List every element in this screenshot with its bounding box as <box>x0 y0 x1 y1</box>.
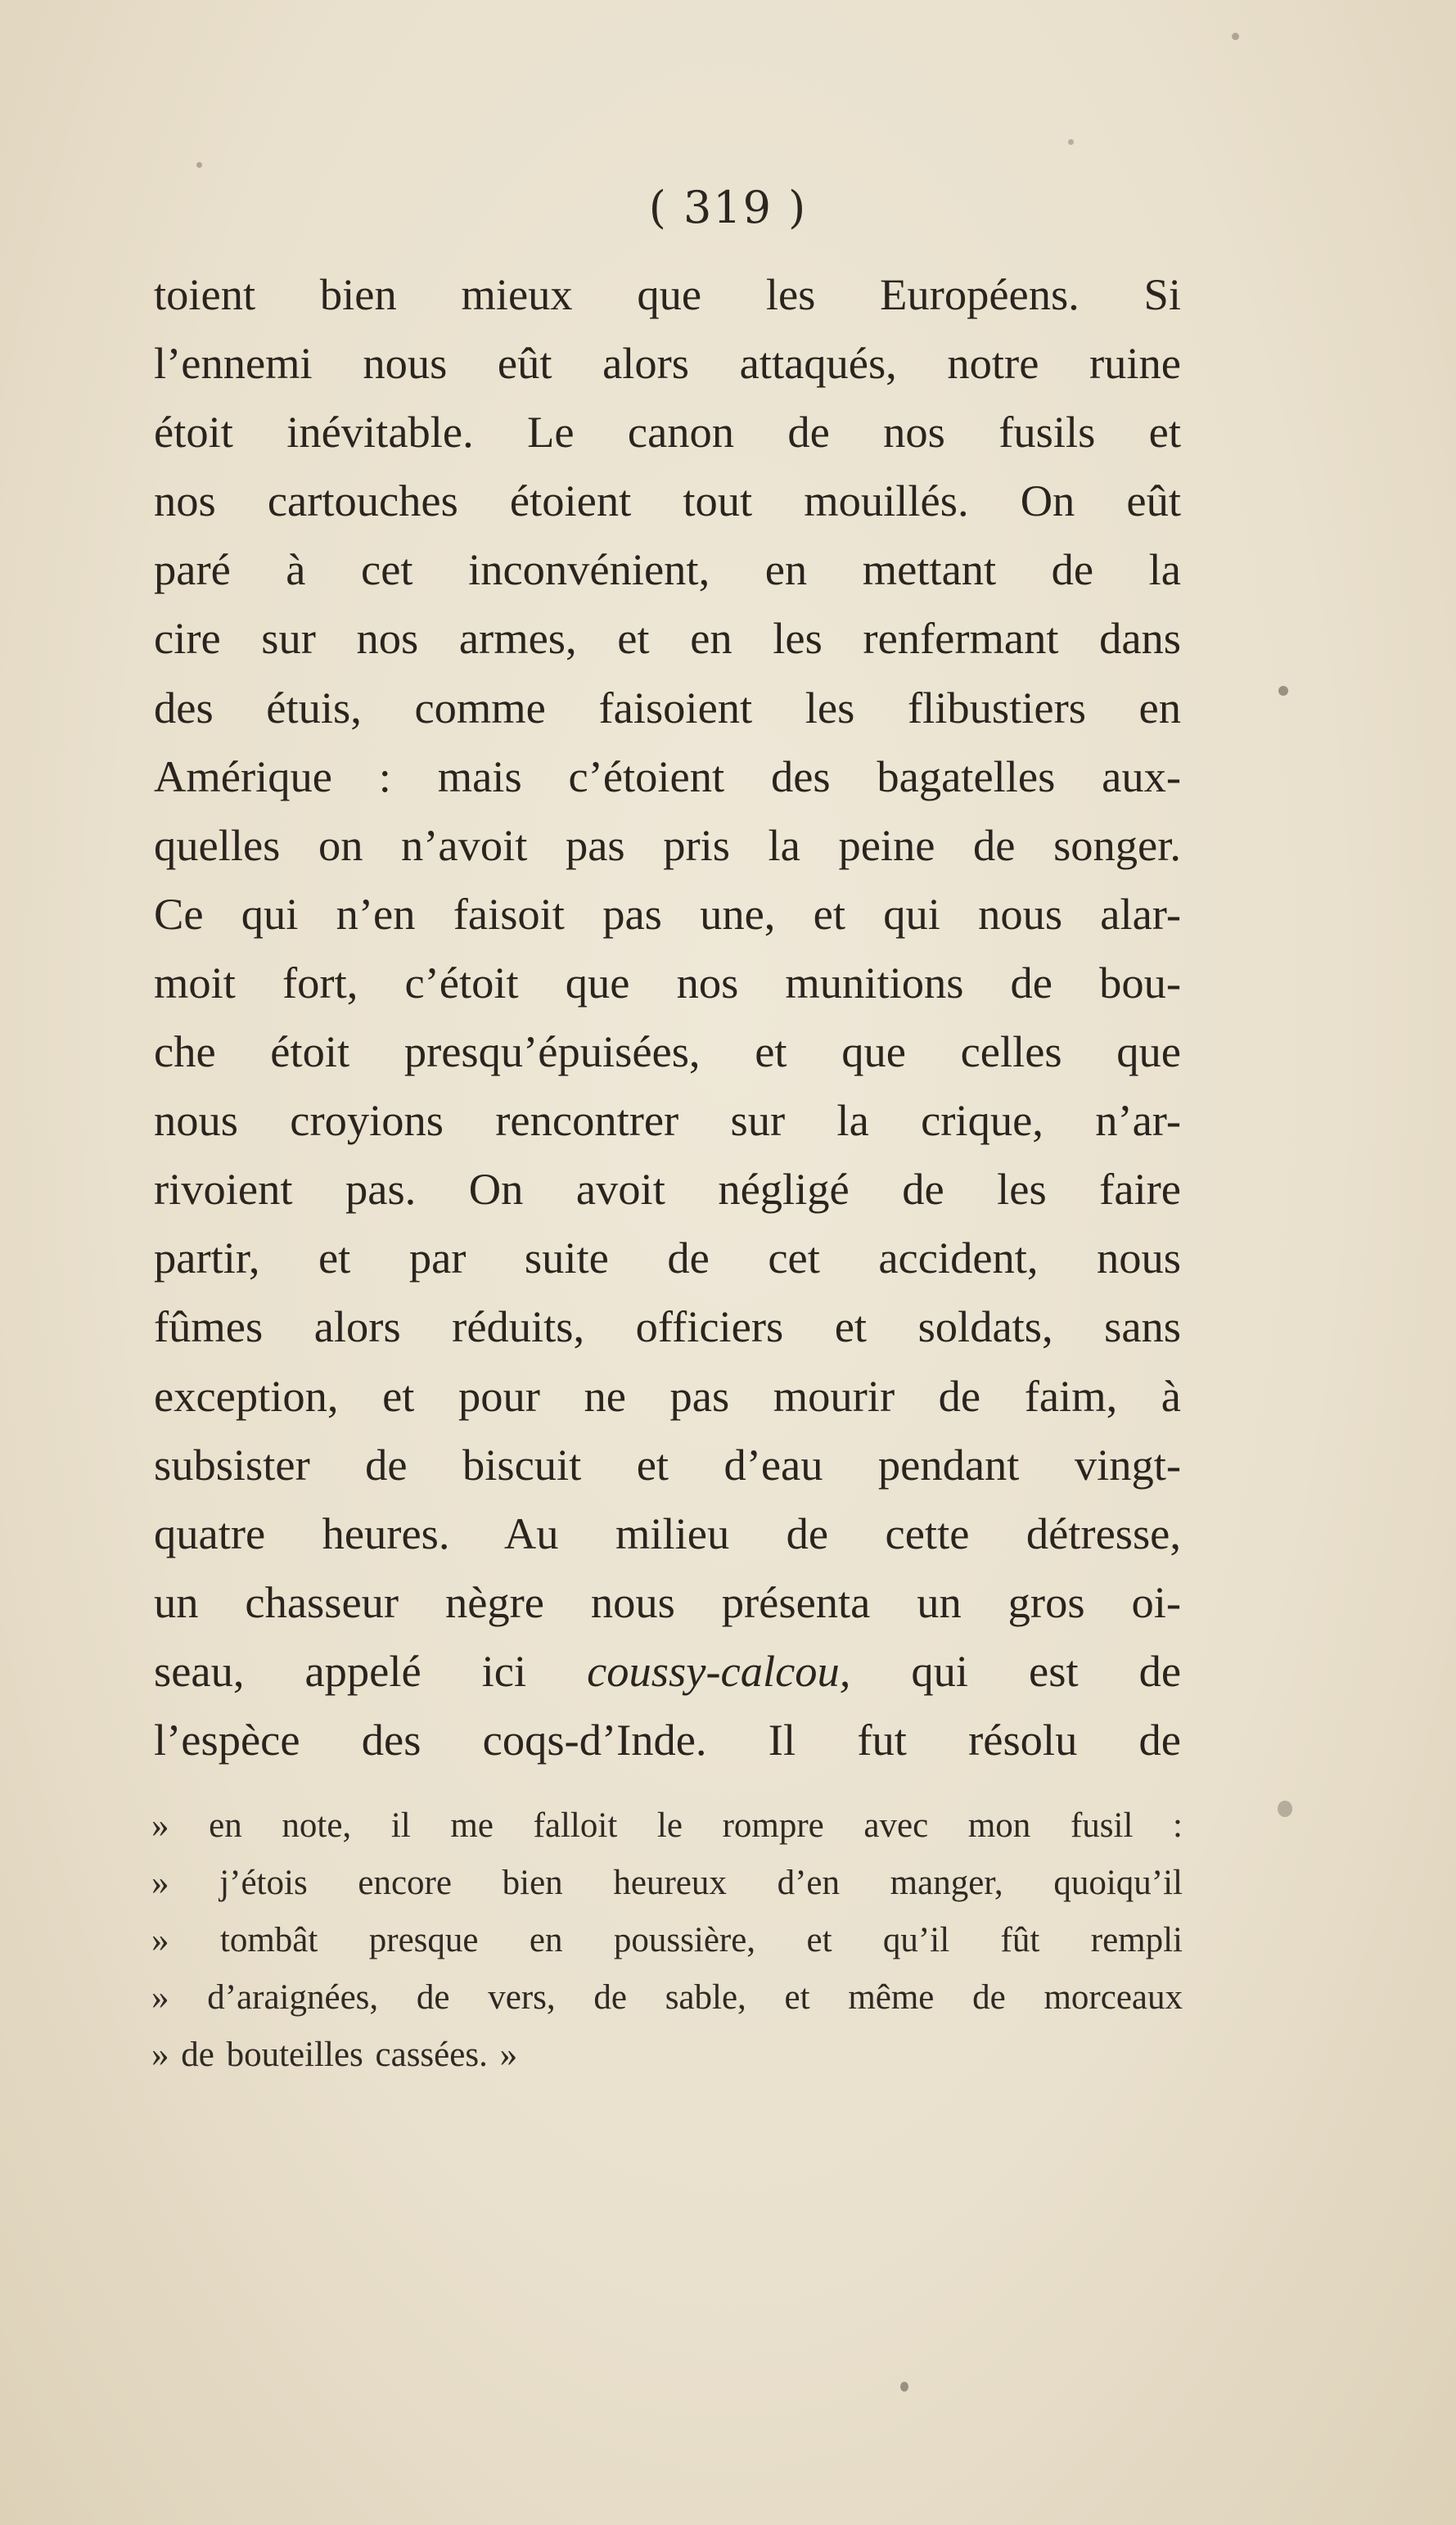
text-line: Amérique : mais c’étoient des bagatelles aux- <box>154 751 1181 801</box>
text-line: l’ennemi nous eût alors attaqués, notre ruine <box>154 338 1181 389</box>
text-line: che étoit presqu’épuisées, et que celles que <box>154 1026 1181 1077</box>
text-line: Ce qui n’en faisoit pas une, et qui nous alar- <box>154 888 1181 939</box>
footnote-line: » tombât presque en poussière, et qu’il fût rempli <box>151 1921 1183 1959</box>
paper-speck <box>1232 33 1239 40</box>
footnote-line: » de bouteilles cassées. » <box>151 2036 518 2074</box>
line-before-italic: seau, appelé ici <box>154 1645 527 1696</box>
footnote-block <box>151 1797 1183 2084</box>
text-line-with-italic <box>154 1637 1181 1706</box>
text-line: étoit inévitable. Le canon de nos fusils et <box>154 407 1181 458</box>
paper-speck <box>1278 686 1288 696</box>
paper-speck <box>196 162 202 168</box>
main-text <box>154 260 1181 1774</box>
text-line: moit fort, c’étoit que nos munitions de bou- <box>154 957 1181 1008</box>
footnote-line: » en note, il me falloit le rompre avec mon fusil : <box>151 1806 1183 1845</box>
text-line: rivoient pas. On avoit négligé de les faire <box>154 1164 1181 1215</box>
paper-speck <box>1068 139 1074 145</box>
text-line: l’espèce des coqs-d’Inde. Il fut résolu de <box>154 1714 1181 1765</box>
line-after-italic: qui est de <box>911 1645 1182 1696</box>
text-line: subsister de biscuit et d’eau pendant vingt- <box>154 1439 1181 1490</box>
text-line: paré à cet inconvénient, en mettant de la <box>154 544 1181 595</box>
page-number: ( 319 ) <box>648 182 808 233</box>
text-line: exception, et pour ne pas mourir de faim, à <box>154 1370 1181 1421</box>
italic-term: coussy-calcou, <box>587 1645 851 1696</box>
footnote-line: » j’étois encore bien heureux d’en manger, quoiqu’il <box>151 1864 1183 1902</box>
text-line: nos cartouches étoient tout mouillés. On eût <box>154 476 1181 526</box>
text-line: partir, et par suite de cet accident, nous <box>154 1233 1181 1283</box>
paper-speck <box>900 2382 908 2392</box>
footnote-line: » d’araignées, de vers, de sable, et même de morceaux <box>151 1978 1183 2017</box>
paper-speck <box>1278 1801 1292 1817</box>
text-line: quatre heures. Au milieu de cette détresse, <box>154 1508 1181 1558</box>
text-line: fûmes alors réduits, officiers et soldats, sans <box>154 1301 1181 1352</box>
text-line: un chasseur nègre nous présenta un gros oi- <box>154 1576 1181 1627</box>
text-line: cire sur nos armes, et en les renfermant dans <box>154 613 1181 664</box>
text-line: toient bien mieux que les Européens. Si <box>154 269 1181 319</box>
text-line: des étuis, comme faisoient les flibustiers en <box>154 682 1181 733</box>
text-line: quelles on n’avoit pas pris la peine de songer. <box>154 819 1181 870</box>
text-line: nous croyions rencontrer sur la crique, n’ar- <box>154 1095 1181 1146</box>
